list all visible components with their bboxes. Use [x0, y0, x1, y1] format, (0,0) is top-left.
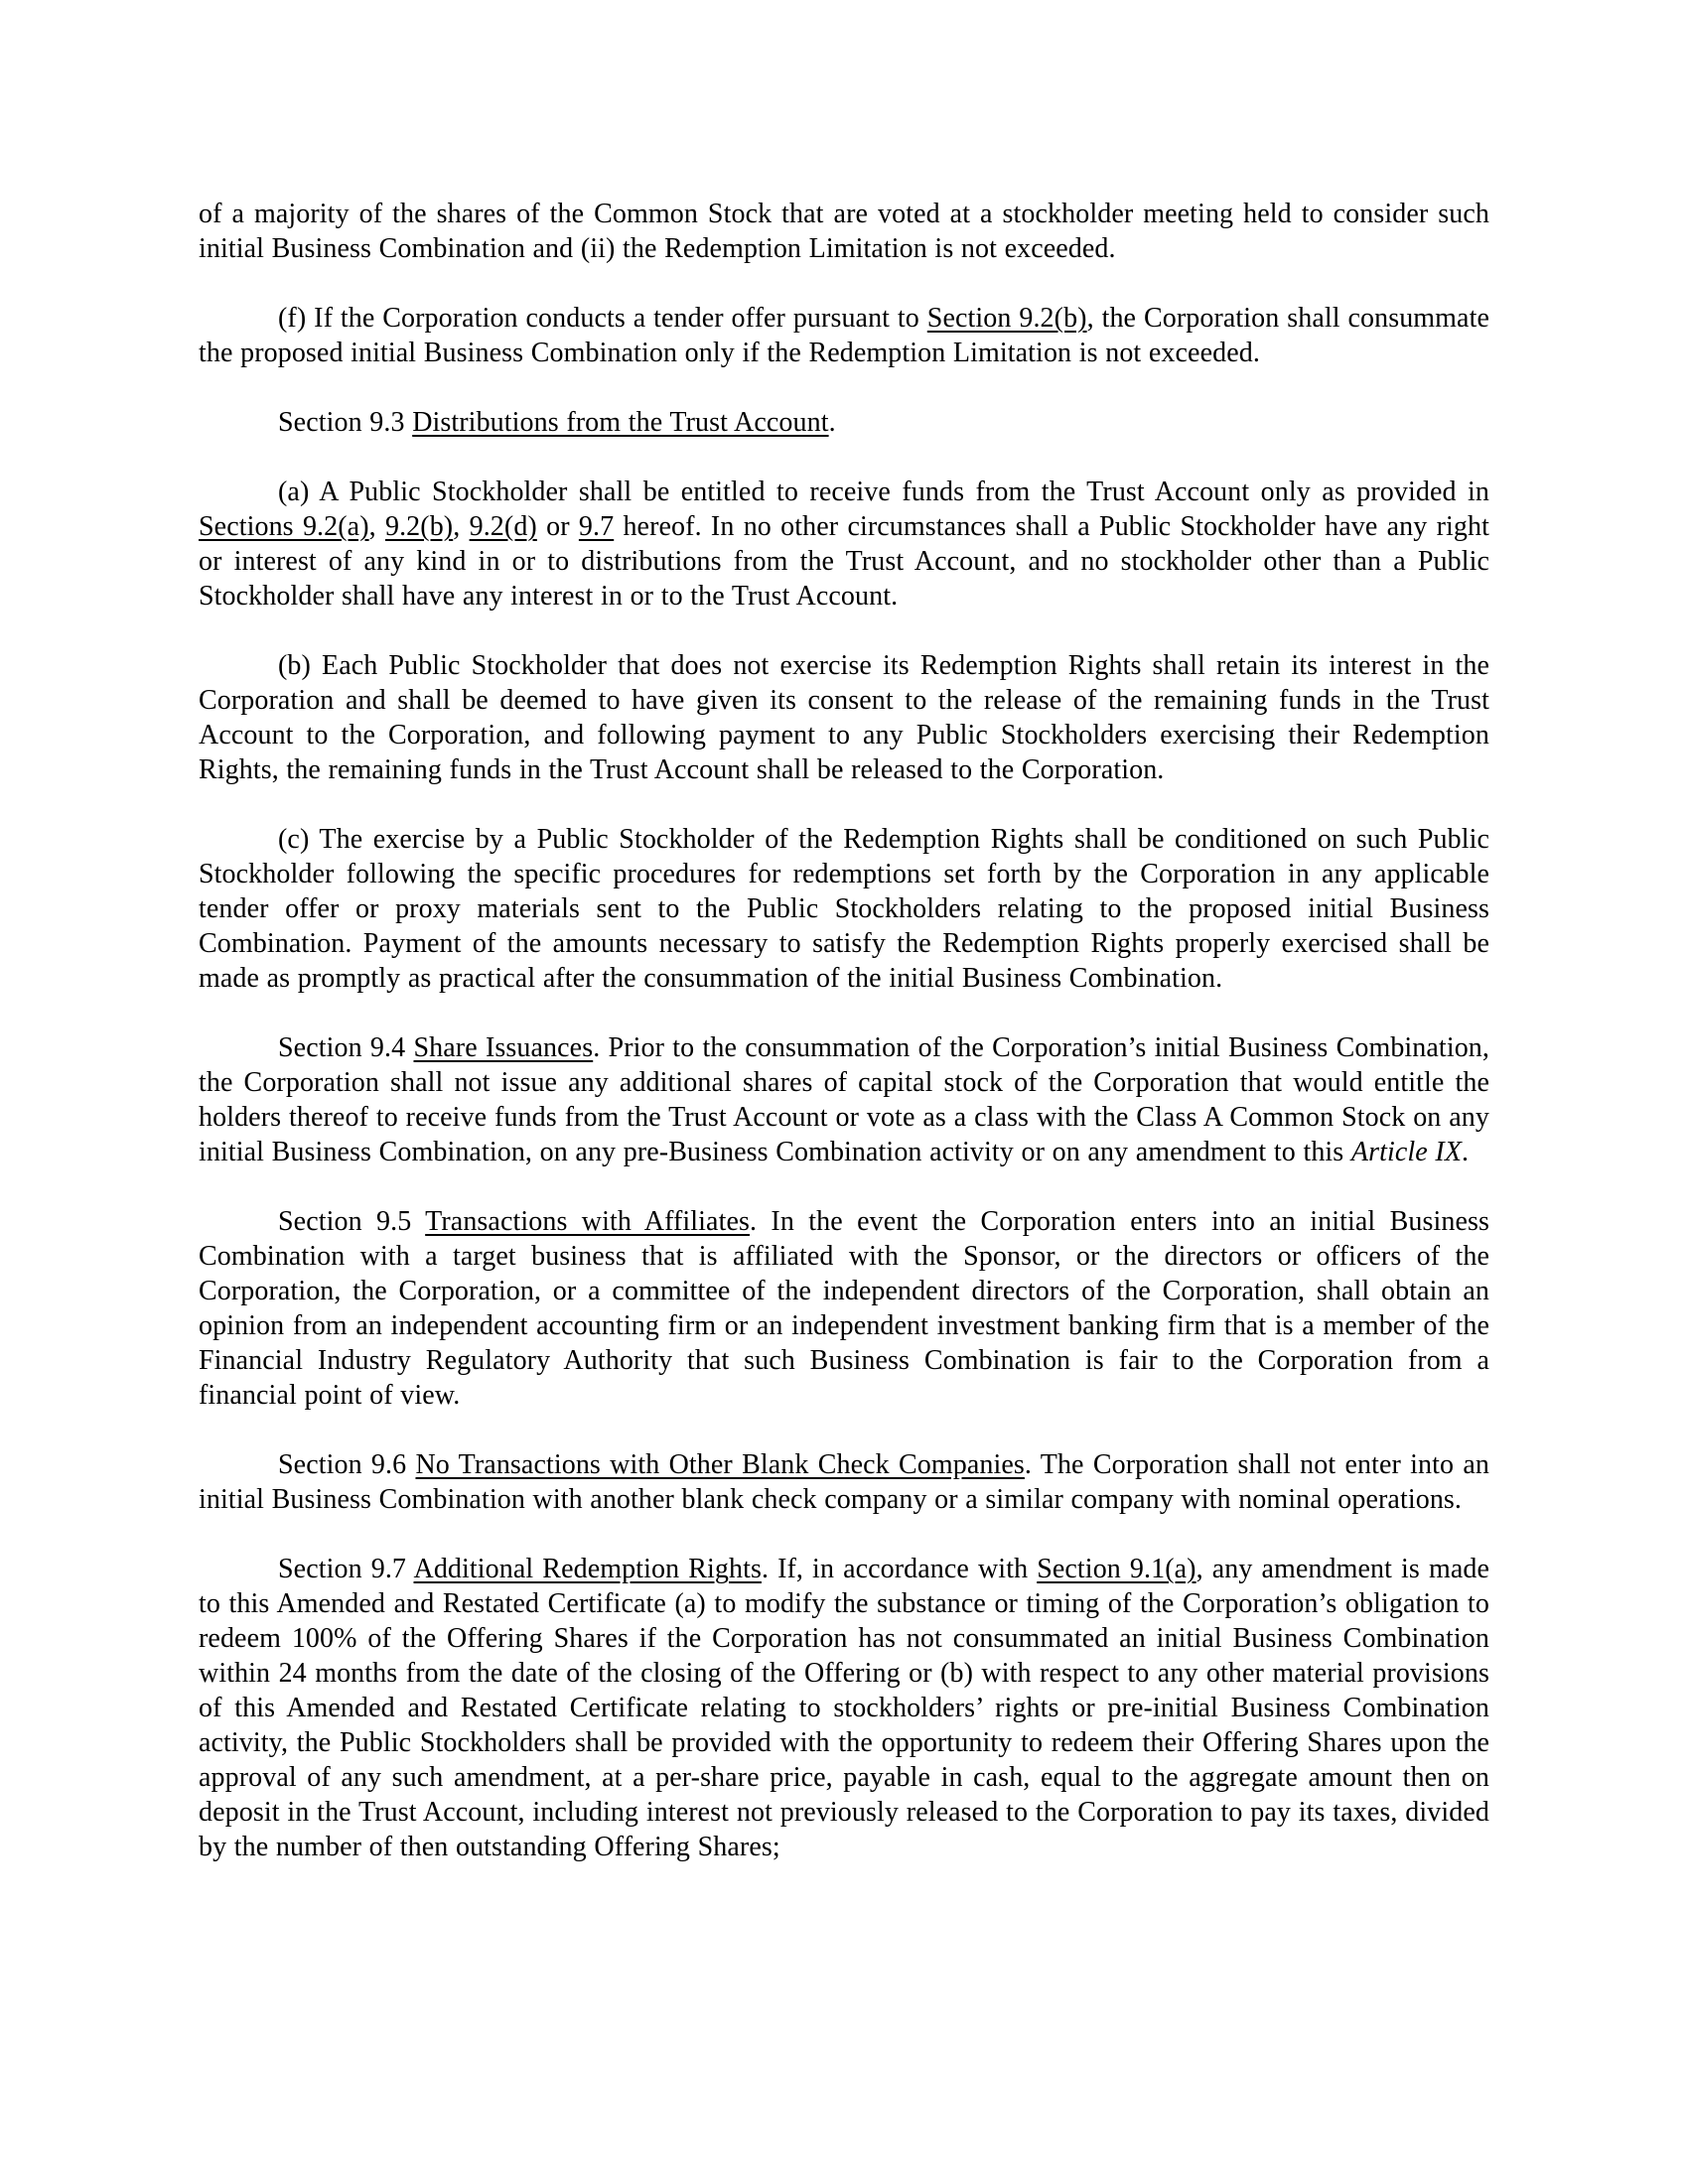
section-number: Section 9.6	[278, 1449, 416, 1480]
paragraph-clause-f	[199, 301, 1489, 370]
section-9-3-heading	[199, 405, 1489, 440]
paragraph-clause-b	[199, 648, 1489, 787]
section-9-4-paragraph	[199, 1030, 1489, 1169]
section-number: Section 9.5	[278, 1206, 426, 1237]
body-text: . In the event the Corporation enters into an initial Business Combination with a target business that is affiliated with the Sponsor, or the directors or officers of the Corporation, the Corporation, or a committee of the independent directors of the Corporation, shall obtain an opinion from an independent accounting firm or an independent investment banking firm that is a member of the Financial Industry Regulatory Authority that such Business Combination is fair to the Corporation from a financial point of view.	[199, 1206, 1489, 1411]
section-ref-9-7: 9.7	[578, 511, 615, 542]
body-text: . Prior to the consummation of the Corporation’s initial Business Combination, the Corporation shall not issue any additional shares of capital stock of the Corporation that would entitle the holders thereof to receive funds from the Trust Account or vote as a class with the Class A Common Stock on any initial Business Combination, on any pre-Business Combination activity or on any amendment to this	[199, 1032, 1489, 1167]
section-ref-9-1-a: Section 9.1(a)	[1037, 1554, 1196, 1584]
paragraph-clause-a	[199, 475, 1489, 614]
section-9-3-title: Distributions from the Trust Account	[412, 407, 829, 438]
paragraph-clause-c	[199, 822, 1489, 996]
section-number: Section 9.3	[278, 407, 413, 438]
section-9-7-paragraph	[199, 1552, 1489, 1864]
body-text: ,	[453, 511, 470, 542]
body-text: hereof. In no other circumstances shall a Public Stockholder have any right or interest of any kind in or to distributions from the Trust Account, and no stockholder other than a Public Stockholder shall have any interest in or to the Trust Account.	[199, 511, 1489, 612]
body-text: (b) Each Public Stockholder that does not exercise its Redemption Rights shall retain its interest in the Corporation and shall be deemed to have given its consent to the release of the remaining funds in the Trust Account to the Corporation, and following payment to any Public Stockholders exercising their Redemption Rights, the remaining funds in the Trust Account shall be released to the Corporation.	[199, 650, 1489, 785]
section-ref-9-2-a: Sections 9.2(a)	[199, 511, 369, 542]
section-ref-9-2-b: Section 9.2(b)	[926, 303, 1087, 334]
body-text: or	[536, 511, 579, 542]
body-text: ,	[368, 511, 385, 542]
body-text: .	[828, 407, 836, 438]
section-9-7-title: Additional Redemption Rights	[413, 1554, 762, 1584]
body-text: (a) A Public Stockholder shall be entitled to receive funds from the Trust Account only as provided in	[278, 477, 1489, 507]
section-9-6-paragraph	[199, 1447, 1489, 1517]
section-number: Section 9.4	[278, 1032, 414, 1063]
body-text: , any amendment is made to this Amended and Restated Certificate (a) to modify the substance or timing of the Corporation’s obligation to redeem 100% of the Offering Shares if the Corporation has not consummated an initial Business Combination within 24 months from the date of the closing of the Offering or (b) with respect to any other material provisions of this Amended and Restated Certificate relating to stockholders’ rights or pre-initial Business Combination activity, the Public Stockholders shall be provided with the opportunity to redeem their Offering Shares upon the approval of any such amendment, at a per-share price, payable in cash, equal to the aggregate amount then on deposit in the Trust Account, including interest not previously released to the Corporation to pay its taxes, divided by the number of then outstanding Offering Shares;	[199, 1554, 1489, 1862]
section-9-4-title: Share Issuances	[413, 1032, 594, 1063]
body-text: (c) The exercise by a Public Stockholder of the Redemption Rights shall be conditioned on such Public Stockholder following the specific procedures for redemptions set forth by the Corporation in any applicable tender offer or proxy materials sent to the Public Stockholders relating to the proposed initial Business Combination. Payment of the amounts necessary to satisfy the Redemption Rights properly exercised shall be made as promptly as practical after the consummation of the initial Business Combination.	[199, 824, 1489, 994]
body-text: . The Corporation shall not enter into an initial Business Combination with another blank check company or a similar company with nominal operations.	[199, 1449, 1489, 1515]
body-text: (f) If the Corporation conducts a tender offer pursuant to	[278, 303, 927, 334]
body-text: . If, in accordance with	[761, 1554, 1038, 1584]
section-ref-9-2-d: 9.2(d)	[469, 511, 537, 542]
paragraph-continuation	[199, 197, 1489, 266]
section-9-5-title: Transactions with Affiliates	[425, 1206, 750, 1237]
body-text: .	[1462, 1137, 1470, 1167]
article-ix-reference: Article IX	[1350, 1137, 1463, 1167]
section-9-5-paragraph	[199, 1204, 1489, 1413]
body-text: , the Corporation shall consummate the proposed initial Business Combination only if the Redemption Limitation is not exceeded.	[199, 303, 1489, 368]
section-ref-9-2-b: 9.2(b)	[384, 511, 454, 542]
section-9-6-title: No Transactions with Other Blank Check Companies	[415, 1449, 1025, 1480]
body-text: of a majority of the shares of the Common Stock that are voted at a stockholder meeting held to consider such initial Business Combination and (ii) the Redemption Limitation is not exceeded.	[199, 199, 1489, 264]
section-number: Section 9.7	[278, 1554, 414, 1584]
